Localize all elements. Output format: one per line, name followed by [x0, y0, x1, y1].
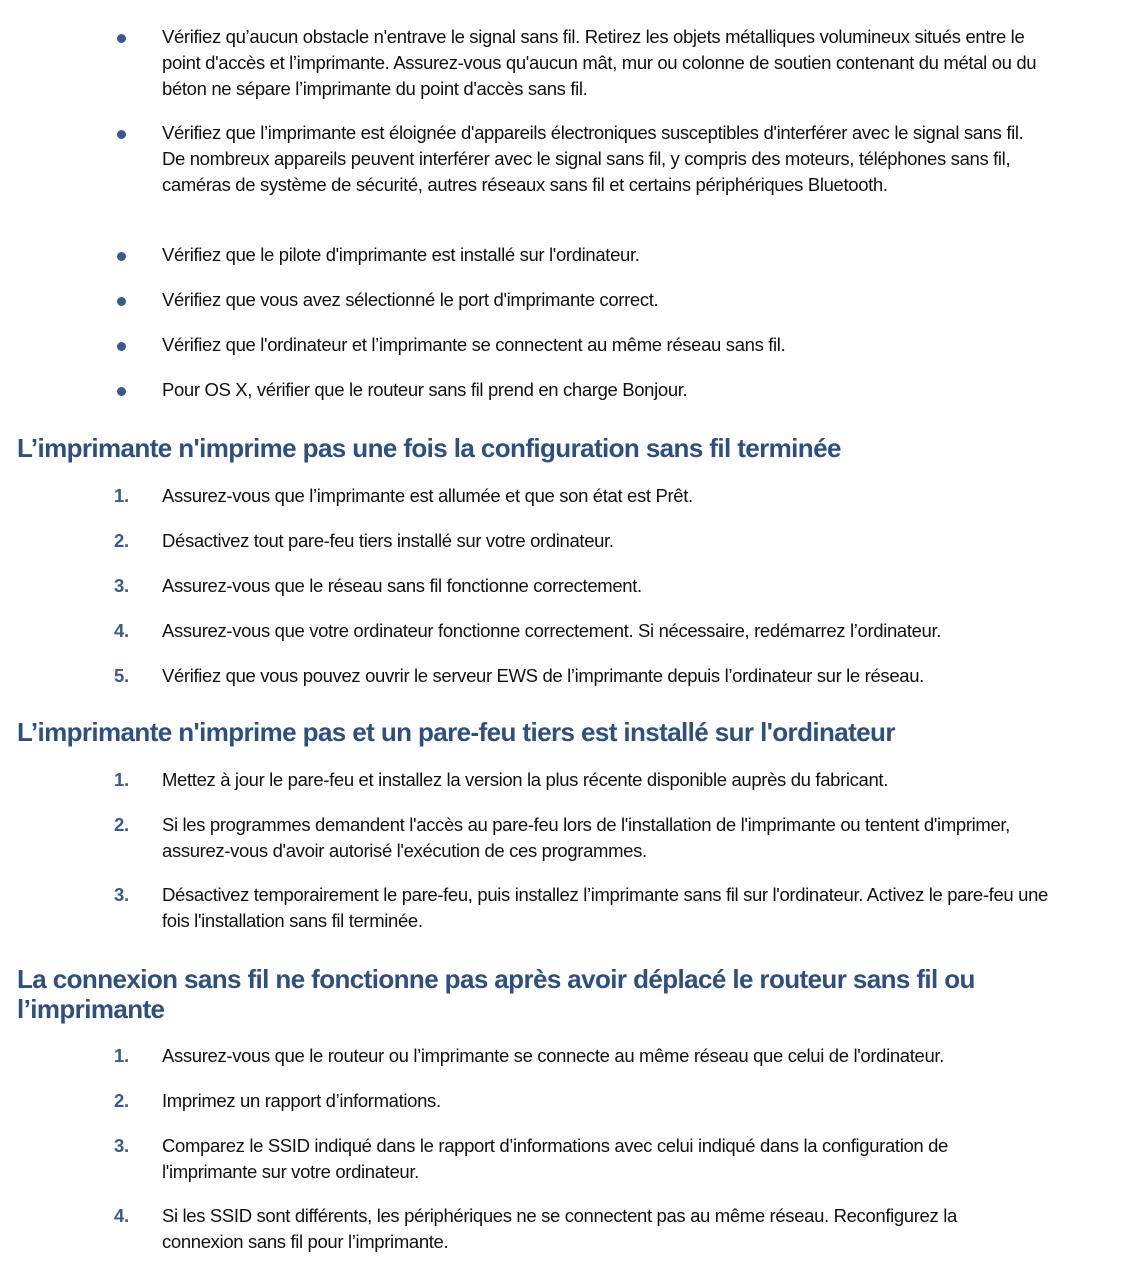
list-item [0, 332, 1092, 358]
step-number: 2. [114, 1090, 129, 1111]
list-item [0, 242, 1092, 268]
step-number: 4. [114, 620, 129, 641]
step-number: 2. [114, 814, 129, 835]
bullet-text: Vérifiez que l’imprimante est éloignée d'appareils électroniques susceptibles d'interférer avec le signal sans fil. De nombreux appareils peuvent interférer avec le signal sans fil, y compris des moteurs, téléphones sans fil, caméras de système de sécurité, autres réseaux sans fil et certains périphériques Bluetooth. [162, 122, 1024, 195]
step-item [0, 767, 1112, 793]
step-number: 1. [114, 485, 129, 506]
step-item [0, 1203, 1092, 1255]
step-text: Vérifiez que vous pouvez ouvrir le serveur EWS de l’imprimante depuis l’ordinateur sur le réseau. [162, 665, 924, 686]
step-text: Désactivez tout pare-feu tiers installé sur votre ordinateur. [162, 530, 614, 551]
step-item [0, 882, 1112, 934]
step-item [0, 1043, 1130, 1069]
step-text: Mettez à jour le pare-feu et installez la version la plus récente disponible auprès du fabricant. [162, 769, 889, 790]
step-item [0, 812, 1092, 864]
list-item [0, 377, 1092, 403]
step-number: 2. [114, 530, 129, 551]
step-item [0, 483, 1112, 509]
bullet-text: Vérifiez que le pilote d'imprimante est installé sur l'ordinateur. [162, 244, 640, 265]
step-number: 4. [114, 1205, 129, 1226]
section-heading: La connexion sans fil ne fonctionne pas après avoir déplacé le routeur sans fil ou l’imprimante [17, 964, 975, 1024]
bullet-icon [117, 297, 126, 306]
step-item [0, 528, 1112, 554]
list-item [0, 24, 1092, 102]
step-number: 3. [114, 575, 129, 596]
step-text: Assurez-vous que le réseau sans fil fonctionne correctement. [162, 575, 642, 596]
step-number: 5. [114, 665, 129, 686]
step-text: Assurez-vous que le routeur ou l’imprimante se connecte au même réseau que celui de l'ordinateur. [162, 1045, 944, 1066]
bullet-text: Pour OS X, vérifier que le routeur sans fil prend en charge Bonjour. [162, 379, 688, 400]
list-item [0, 120, 1092, 198]
list-item [0, 287, 1092, 313]
step-text: Désactivez temporairement le pare-feu, puis installez l’imprimante sans fil sur l'ordinateur. Activez le pare-feu une fois l'installation sans fil terminée. [162, 884, 1048, 931]
step-number: 1. [114, 769, 129, 790]
bullet-icon [117, 34, 126, 43]
bullet-icon [117, 342, 126, 351]
step-item [0, 663, 1130, 689]
step-number: 3. [114, 884, 129, 905]
step-text: Imprimez un rapport d’informations. [162, 1090, 441, 1111]
section-heading: L’imprimante n'imprime pas et un pare-feu tiers est installé sur l'ordinateur [17, 717, 895, 747]
step-number: 3. [114, 1135, 129, 1156]
step-text: Comparez le SSID indiqué dans le rapport d’informations avec celui indiqué dans la configuration de l'imprimante sur votre ordinateur. [162, 1135, 948, 1182]
bullet-icon [117, 130, 126, 139]
section-heading: L’imprimante n'imprime pas une fois la configuration sans fil terminée [17, 433, 841, 463]
step-item [0, 573, 1112, 599]
bullet-text: Vérifiez qu’aucun obstacle n'entrave le signal sans fil. Retirez les objets métalliques volumineux situés entre le point d'accès et l’imprimante. Assurez-vous qu'aucun mât, mur ou colonne de soutien contenant du métal ou du béton ne sépare l’imprimante du point d'accès sans fil. [162, 26, 1037, 99]
step-item [0, 618, 1130, 644]
bullet-text: Vérifiez que vous avez sélectionné le port d'imprimante correct. [162, 289, 659, 310]
step-text: Si les programmes demandent l'accès au pare-feu lors de l'installation de l'imprimante ou tentent d'imprimer, assurez-vous d'avoir autorisé l'exécution de ces programmes. [162, 814, 1010, 861]
bullet-icon [117, 387, 126, 396]
bullet-text: Vérifiez que l'ordinateur et l’imprimante se connectent au même réseau sans fil. [162, 334, 786, 355]
bullet-icon [117, 252, 126, 261]
step-text: Si les SSID sont différents, les périphériques ne se connectent pas au même réseau. Reconfigurez la connexion sans fil pour l’imprimante. [162, 1205, 957, 1252]
step-text: Assurez-vous que votre ordinateur fonctionne correctement. Si nécessaire, redémarrez l’ordinateur. [162, 620, 942, 641]
step-item [0, 1088, 1112, 1114]
step-number: 1. [114, 1045, 129, 1066]
step-item [0, 1133, 1092, 1185]
step-text: Assurez-vous que l’imprimante est allumée et que son état est Prêt. [162, 485, 693, 506]
